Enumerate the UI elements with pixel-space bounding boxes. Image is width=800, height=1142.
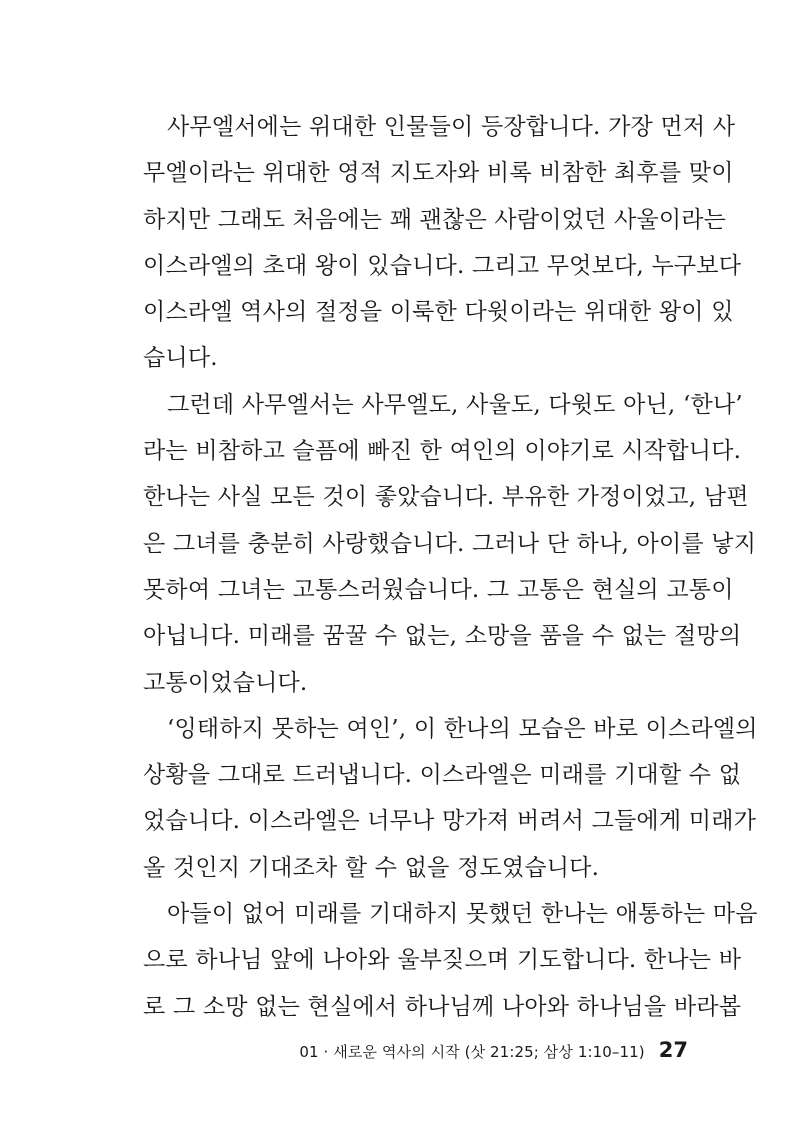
text-line: 라는 비참하고 슬픔에 빠진 한 여인의 이야기로 시작합니다. xyxy=(143,438,742,465)
text-line: 상황을 그대로 드러냅니다. 이스라엘은 미래를 기대할 수 없 xyxy=(143,762,742,789)
text-line: 이스라엘의 초대 왕이 있습니다. 그리고 무엇보다, 누구보다 xyxy=(143,252,742,279)
text-line: 습니다. xyxy=(143,345,218,372)
text-line: 그런데 사무엘서는 사무엘도, 사울도, 다윗도 아닌, ‘한나’ xyxy=(167,391,743,418)
text-line: 었습니다. 이스라엘은 너무나 망가져 버려서 그들에게 미래가 xyxy=(143,808,757,835)
page-footer xyxy=(299,1038,688,1068)
text-line: 로 그 소망 없는 현실에서 하나님께 나아와 하나님을 바라봅 xyxy=(143,993,742,1020)
paragraph xyxy=(143,104,742,382)
text-line: 고통이었습니다. xyxy=(143,669,308,696)
text-line: 으로 하나님 앞에 나아와 울부짖으며 기도합니다. 한나는 바 xyxy=(143,947,742,974)
text-line: ‘잉태하지 못하는 여인’, 이 한나의 모습은 바로 이스라엘의 xyxy=(167,715,758,742)
text-line: 한나는 사실 모든 것이 좋았습니다. 부유한 가정이었고, 남편 xyxy=(143,484,749,511)
text-line: 아들이 없어 미래를 기대하지 못했던 한나는 애통하는 마음 xyxy=(167,901,758,928)
text-line: 은 그녀를 충분히 사랑했습니다. 그러나 단 하나, 아이를 낳지 xyxy=(143,530,757,557)
text-line: 사무엘서에는 위대한 인물들이 등장합니다. 가장 먼저 사 xyxy=(167,114,736,140)
body-text xyxy=(143,104,758,1030)
text-line: 아닙니다. 미래를 꿈꿀 수 없는, 소망을 품을 수 없는 절망의 xyxy=(143,623,742,650)
paragraph xyxy=(143,382,757,706)
text-line: 못하여 그녀는 고통스러웠습니다. 그 고통은 현실의 고통이 xyxy=(143,576,734,603)
text-line: 올 것인지 기대조차 할 수 없을 정도였습니다. xyxy=(143,854,600,881)
running-head: 01 · 새로운 역사의 시작 (삿 21:25; 삼상 1:10–11) xyxy=(299,1043,645,1061)
page-number: 27 xyxy=(658,1038,688,1062)
paragraph xyxy=(143,891,758,1030)
text-line: 무엘이라는 위대한 영적 지도자와 비록 비참한 최후를 맞이 xyxy=(143,160,734,187)
paragraph xyxy=(143,706,758,891)
text-line: 이스라엘 역사의 절정을 이룩한 다윗이라는 위대한 왕이 있 xyxy=(143,299,734,326)
text-line: 하지만 그래도 처음에는 꽤 괜찮은 사람이었던 사울이라는 xyxy=(143,206,727,233)
